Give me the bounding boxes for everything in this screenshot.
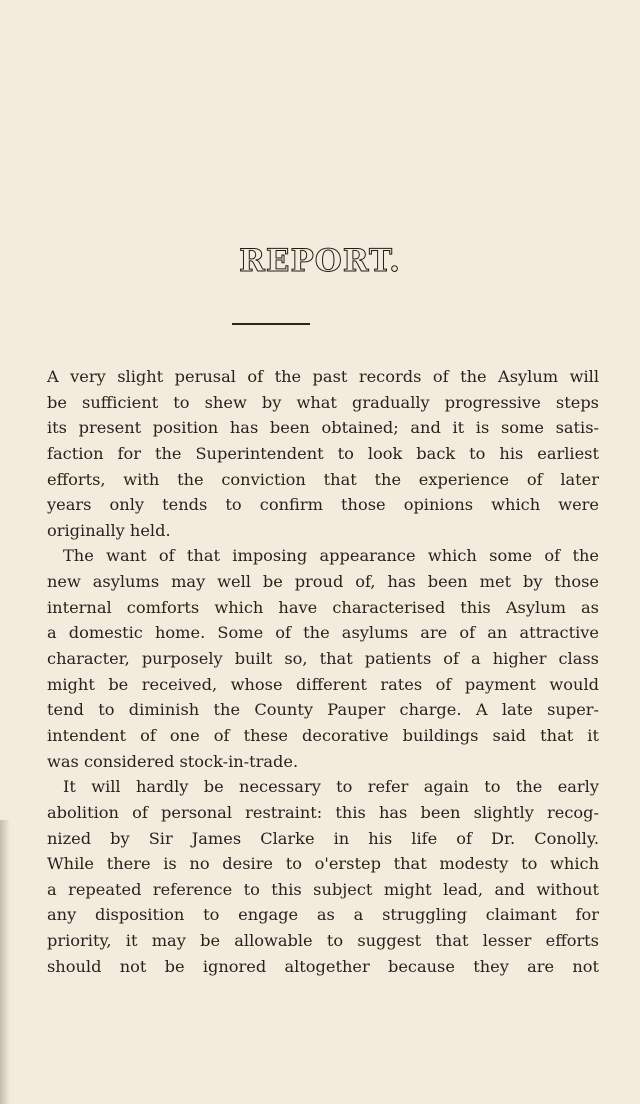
- text-line: tend to diminish the County Pauper charge. A late super-: [47, 700, 599, 720]
- text-line: While there is no desire to o'erstep that modesty to which: [47, 854, 599, 874]
- text-line: abolition of personal restraint: this has been slightly recog-: [47, 802, 599, 822]
- page-gutter-shadow: [0, 820, 10, 1104]
- text-line: might be received, whose different rates of payment would: [47, 674, 599, 694]
- page-title: [0, 243, 640, 279]
- text-line: nized by Sir James Clarke in his life of Dr. Conolly.: [47, 828, 599, 848]
- text-line: faction for the Superintendent to look back to his earliest: [47, 443, 599, 463]
- text-line: The want of that imposing appearance which some of the: [63, 546, 599, 566]
- text-line: be sufficient to shew by what gradually progressive steps: [47, 392, 599, 412]
- text-line: years only tends to confirm those opinions which were: [47, 495, 599, 515]
- text-line: originally held.: [47, 520, 171, 540]
- text-line: should not be ignored altogether because they are not: [47, 956, 599, 976]
- text-line: its present position has been obtained; and it is some satis-: [47, 418, 599, 438]
- text-line: was considered stock-in-trade.: [47, 751, 299, 771]
- text-line: internal comforts which have characterised this Asylum as: [47, 597, 599, 617]
- report-body: [47, 364, 599, 979]
- text-line: character, purposely built so, that patients of a higher class: [47, 649, 599, 669]
- text-line: It will hardly be necessary to refer again to the early: [63, 777, 599, 797]
- text-line: priority, it may be allowable to suggest that lesser efforts: [47, 931, 599, 951]
- title-text: REPORT.: [239, 243, 401, 279]
- text-line: any disposition to engage as a struggling claimant for: [47, 905, 599, 925]
- text-line: efforts, with the conviction that the experience of later: [47, 469, 599, 489]
- text-line: a domestic home. Some of the asylums are of an attractive: [47, 623, 599, 643]
- title-rule: [232, 323, 310, 325]
- text-line: intendent of one of these decorative buildings said that it: [47, 725, 599, 745]
- text-line: a repeated reference to this subject might lead, and without: [47, 879, 599, 899]
- text-line: A very slight perusal of the past records of the Asylum will: [47, 367, 599, 386]
- text-line: new asylums may well be proud of, has been met by those: [47, 572, 599, 592]
